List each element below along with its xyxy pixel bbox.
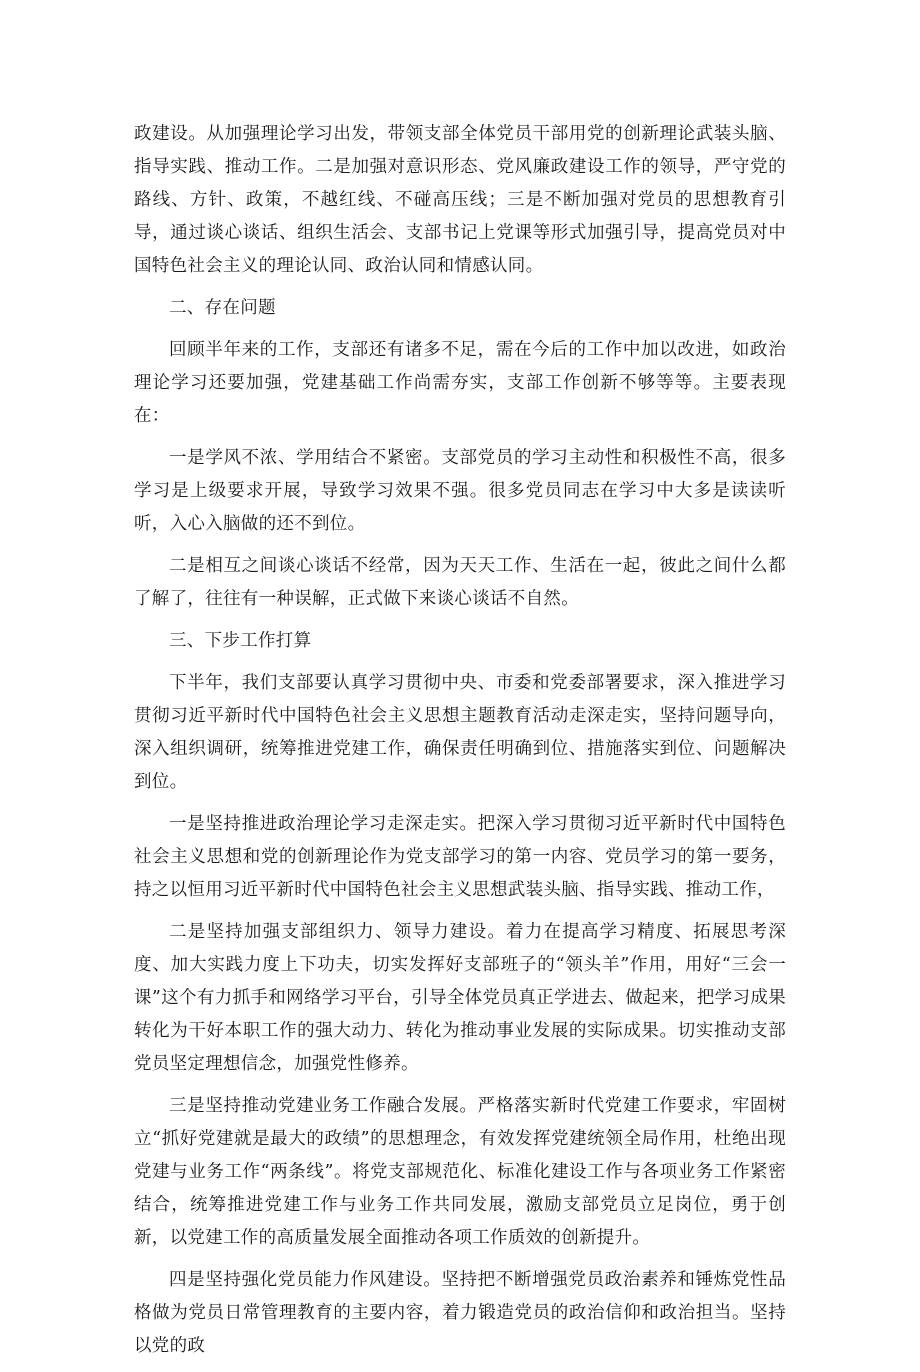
paragraph-problem-two: 二是相互之间谈心谈话不经常，因为天天工作、生活在一起，彼此之间什么都了解了，往往有一种误解，正式做下来谈心谈话不自然。 — [134, 556, 786, 609]
paragraph-review: 回顾半年来的工作，支部还有诸多不足，需在今后的工作中加以改进，如政治理论学习还要加强，党建基础工作尚需夯实，支部工作创新不够等等。主要表现在： — [134, 340, 786, 426]
paragraph-plan-four: 四是坚持强化党员能力作风建设。坚持把不断增强党员政治素养和锤炼党性品格做为党员日常管理教育的主要内容，着力锻造党员的政治信仰和政治担当。坚持以党的政 — [134, 1270, 786, 1356]
paragraph-next-half-year: 下半年，我们支部要认真学习贯彻中央、市委和党委部署要求，深入推进学习贯彻习近平新时代中国特色社会主义思想主题教育活动走深走实，坚持问题导向，深入组织调研，统筹推进党建工作，确保责任明确到位、措施落实到位、问题解决到位。 — [134, 673, 786, 792]
section-heading-problems: 二、存在问题 — [169, 298, 276, 318]
document-body — [134, 118, 786, 1372]
paragraph-plan-one: 一是坚持推进政治理论学习走深走实。把深入学习贯彻习近平新时代中国特色社会主义思想和党的创新理论作为党支部学习的第一内容、党员学习的第一要务，持之以恒用习近平新时代中国特色社会主义思想武装头脑、指导实践、推动工作， — [134, 814, 786, 900]
paragraph-intro-continuation: 政建设。从加强理论学习出发，带领支部全体党员干部用党的创新理论武装头脑、指导实践、推动工作。二是加强对意识形态、党风廉政建设工作的领导，严守党的路线、方针、政策，不越红线、不碰高压线；三是不断加强对党员的思想教育引导，通过谈心谈话、组织生活会、支部书记上党课等形式加强引导，提高党员对中国特色社会主义的理论认同、政治认同和情感认同。 — [134, 124, 786, 276]
section-heading-next-steps: 三、下步工作打算 — [169, 631, 312, 651]
paragraph-problem-one: 一是学风不浓、学用结合不紧密。支部党员的学习主动性和积极性不高，很多学习是上级要求开展，导致学习效果不强。很多党员同志在学习中大多是读读听听，入心入脑做的还不到位。 — [134, 448, 786, 534]
paragraph-plan-two: 二是坚持加强支部组织力、领导力建设。着力在提高学习精度、拓展思考深度、加大实践力度上下功夫，切实发挥好支部班子的“领头羊”作用，用好“三会一课”这个有力抓手和网络学习平台，引导全体党员真正学进去、做起来，把学习成果转化为干好本职工作的强大动力、转化为推动事业发展的实际成果。切实推动支部党员坚定理想信念，加强党性修养。 — [134, 922, 786, 1074]
paragraph-plan-three: 三是坚持推动党建业务工作融合发展。严格落实新时代党建工作要求，牢固树立“抓好党建就是最大的政绩”的思想理念，有效发挥党建统领全局作用，杜绝出现党建与业务工作“两条线”。将党支部规范化、标准化建设工作与各项业务工作紧密结合，统筹推进党建工作与业务工作共同发展，激励支部党员立足岗位，勇于创新，以党建工作的高质量发展全面推动各项工作质效的创新提升。 — [134, 1096, 786, 1248]
